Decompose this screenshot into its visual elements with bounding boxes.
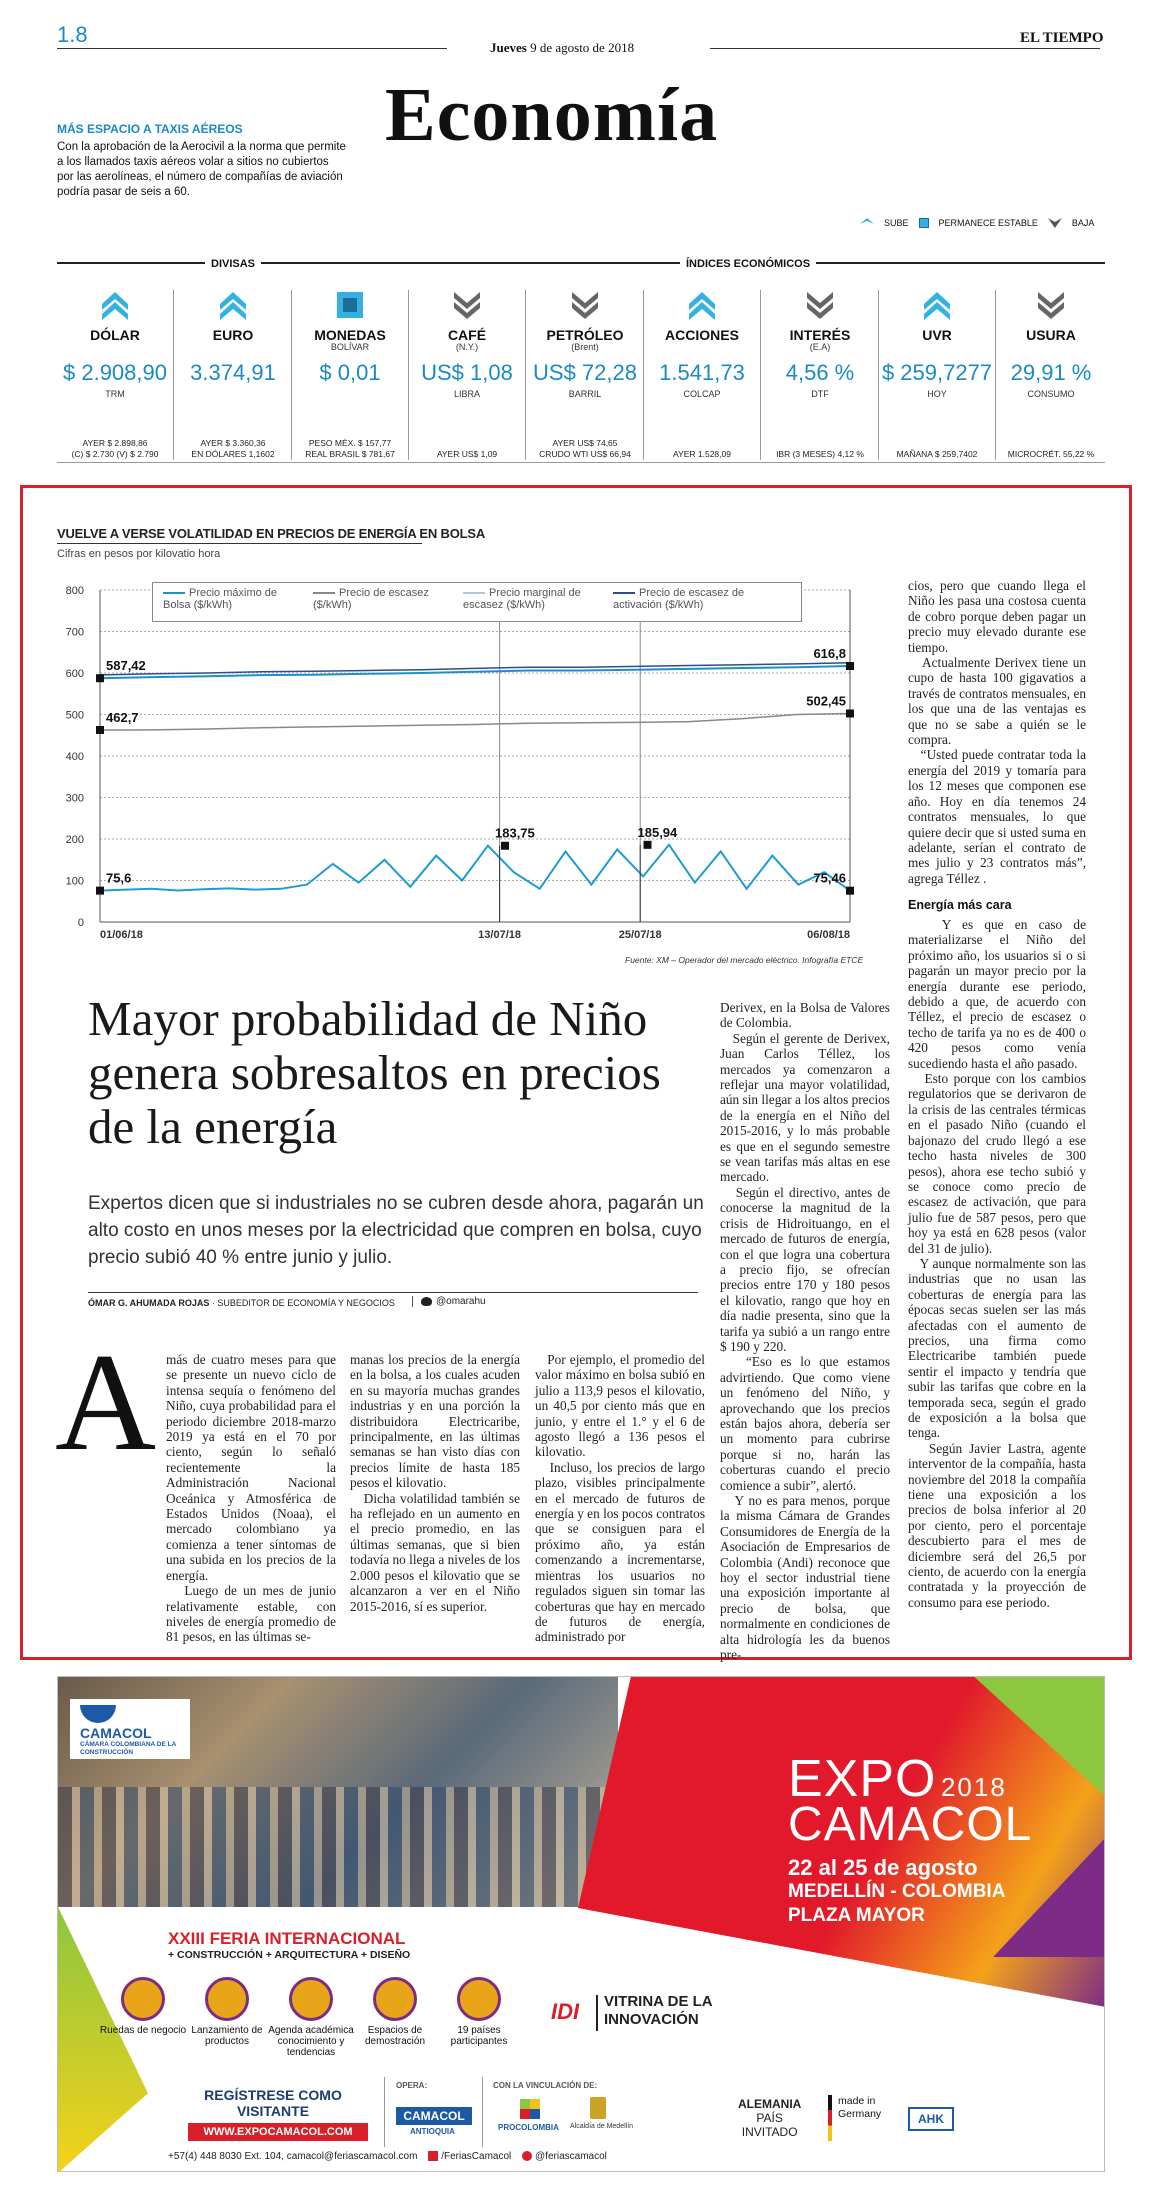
legend-label: Precio máximo de Bolsa ($/kWh) <box>163 587 278 611</box>
ticker-sub <box>57 342 173 353</box>
series-spot-price <box>100 845 850 891</box>
ticker-unit: CONSUMO <box>1027 389 1075 399</box>
drop-cap: A <box>55 1325 157 1480</box>
y-tick-label: 500 <box>65 709 84 722</box>
article-dek: Expertos dicen que si industriales no se cubren desde ahora, pagarán un alto costo en unos meses por la electricidad que compren en bolsa, cuyo precio subió 40 % entre junio y julio. <box>88 1193 704 1268</box>
ticker-name: DÓLAR <box>90 327 140 343</box>
legend-swatch <box>613 592 635 594</box>
opera-logo-sub: ANTIOQUIA <box>410 2127 455 2136</box>
vitrina-text: VITRINA DE LA INNOVACIÓN <box>604 1993 713 2028</box>
feature-icon <box>121 1977 165 2021</box>
legend-label: Precio marginal de escasez ($/kWh) <box>463 587 581 611</box>
x-tick-label: 01/06/18 <box>100 929 143 941</box>
teaser-body: Con la aprobación de la Aerocivil a la norma que permite a los llamados taxis aéreos volar a sitios no cubiertos por las aerolíneas, el número de compañías de aviación podría pasar de seis a 60. <box>57 141 346 198</box>
data-label: 587,42 <box>106 658 146 674</box>
data-label: 183,75 <box>495 825 535 841</box>
data-marker <box>644 841 652 849</box>
twitter-ad-icon <box>522 2151 532 2161</box>
expo-dates: 22 al 25 de agosto <box>788 1855 978 1880</box>
trend-down-icon <box>452 290 482 320</box>
feature-icon <box>457 1977 501 2021</box>
ticker-item-2 <box>292 290 409 460</box>
legend-up: SUBE <box>884 218 909 228</box>
ticker-value: US$ 1,08 <box>421 360 513 385</box>
ticker-value: 1.541,73 <box>659 360 745 385</box>
legend-item-0 <box>163 587 303 611</box>
expo-venue: PLAZA MAYOR <box>788 1905 925 1926</box>
ticker-item-7 <box>879 290 996 460</box>
subhead: Energía más cara <box>908 898 1012 912</box>
twitter-handle[interactable]: @omarahu <box>436 1296 486 1307</box>
feature-icon <box>373 1977 417 2021</box>
energy-price-chart <box>40 570 880 970</box>
camacol-logo-name: CAMACOL <box>80 1725 152 1741</box>
data-marker <box>96 726 104 734</box>
article-headline: Mayor probabilidad de Niño genera sobresaltos en precios de la energía <box>88 991 661 1154</box>
guest-country-name: ALEMANIA <box>738 2097 802 2111</box>
alcaldia-icon <box>590 2097 606 2119</box>
made-in-germany: made in Germany <box>838 2095 882 2120</box>
ticker-sub: (E.A) <box>809 342 831 352</box>
register-text: REGÍSTRESE COMO VISITANTE <box>204 2087 342 2119</box>
opera-label: OPERA: <box>396 2081 428 2090</box>
ad-feature-2 <box>266 1977 356 2058</box>
ticker-item-0 <box>57 290 174 460</box>
feature-label: Lanzamiento de productos <box>191 2025 263 2047</box>
down-legend-icon <box>1048 218 1062 228</box>
expo-word: EXPO <box>788 1750 937 1808</box>
ticker-foot: PESO MÉX. $ 157,77 REAL BRASIL $ 781,67 <box>305 438 395 459</box>
y-tick-label: 800 <box>65 585 84 597</box>
feature-icon <box>205 1977 249 2021</box>
ticker-value: $ 259,7277 <box>881 360 993 385</box>
ad-feature-1 <box>182 1977 272 2047</box>
ticker-item-6 <box>762 290 879 460</box>
ticker-value: $ 2.908,90 <box>63 360 167 385</box>
ticker-unit: LIBRA <box>453 389 480 399</box>
data-marker <box>501 842 509 850</box>
trend-down-icon <box>1036 290 1066 320</box>
ad-feature-0 <box>98 1977 188 2036</box>
opera-logo: CAMACOL <box>396 2107 472 2125</box>
article-col-2: manas los precios de la energía en la bolsa, a los cuales acuden en su mayoría muchas grandes industrias y en una porción la distribuidora Electricaribe, principalmente, en las últimas semanas se han visto días con precios límite de hasta 185 pesos el kilovatio. Dicha volatilidad también se ha reflejado en un aumento en el precio promedio, en las últimas semanas, que si bien todavía no llega a niveles de los 2.000 pesos el kilovatio que se alcanzaron a ver en el Niño 2015-2016, sí es superior. <box>350 1352 520 1614</box>
ticker-name: MONEDAS <box>314 327 386 343</box>
ticker-unit: COLCAP <box>683 389 721 399</box>
ticker-foot: MAÑANA $ 259,7402 <box>896 449 978 459</box>
ticker-value: US$ 72,28 <box>533 360 637 385</box>
legend-down: BAJA <box>1071 218 1095 228</box>
ticker-foot: AYER $ 3.360,36 EN DÓLARES 1,1602 <box>191 438 275 459</box>
ad-feature-4 <box>434 1977 524 2047</box>
legend-item-1 <box>313 587 453 611</box>
ticker-name: CAFÉ <box>447 327 487 343</box>
expo-city: MEDELLÍN - COLOMBIA <box>788 1881 1006 1902</box>
ticker-value: 4,56 % <box>785 360 855 385</box>
register-url[interactable]: WWW.EXPOCAMACOL.COM <box>188 2123 368 2141</box>
facebook-icon <box>428 2151 438 2161</box>
byline: ÓMAR G. AHUMADA ROJAS · SUBEDITOR DE ECONOMÍA Y NEGOCIOS <box>88 1298 395 1308</box>
data-label: 75,6 <box>106 870 132 886</box>
legend-label: Precio de escasez de activación ($/kWh) <box>613 587 745 611</box>
ticker-unit: HOY <box>927 389 947 399</box>
twitter-icon <box>421 1297 432 1306</box>
article-col-3: Por ejemplo, el promedio del valor máximo en bolsa subió en julio a 113,9 pesos el kilovatio, un 40,5 por ciento más que en junio, y entre el 1.° y el 6 de agosto llegó a 136 pesos el kilovatio. Incluso, los precios de largo plazo, visibles principalmente en el mercado de futuros de energía y en los pocos contratos que se consiguen para el próximo año, ya están comenzando a incrementarse, mientras los usuarios no regulados siguen sin tomar las coberturas que hay en mercado de futuros de energía, administrado por <box>535 1352 705 1645</box>
series-scarcity <box>100 714 850 731</box>
ticker-name: UVR <box>922 327 952 343</box>
ticker-foot: MICROCRÉT. 55,22 % <box>1007 449 1095 459</box>
ticker-sub <box>175 342 291 353</box>
date-rest: 9 de agosto de 2018 <box>530 40 635 55</box>
x-tick-label: 25/07/18 <box>618 929 662 941</box>
feria-title: XXIII FERIA INTERNACIONAL <box>168 1929 406 1948</box>
byline-rule <box>88 1292 698 1293</box>
feature-label: Espacios de demostración <box>364 2025 426 2047</box>
y-tick-label: 300 <box>65 792 84 805</box>
chart-legend <box>152 582 802 622</box>
data-marker <box>846 709 854 717</box>
partner-procolombia: PROCOLOMBIA <box>498 2123 559 2132</box>
data-marker <box>846 887 854 895</box>
x-tick-label: 13/07/18 <box>478 929 522 941</box>
expo-year: 2018 <box>940 1772 1007 1802</box>
photo-crowd <box>58 1787 618 1907</box>
data-marker <box>846 662 854 670</box>
trend-down-icon <box>805 290 835 320</box>
guest-country-l3: INVITADO <box>741 2125 798 2139</box>
date-day: Jueves <box>490 40 527 55</box>
issue-date <box>490 40 634 56</box>
legend-swatch <box>313 592 335 594</box>
indices-label: ÍNDICES ECONÓMICOS <box>680 258 816 270</box>
data-label: 462,7 <box>106 709 139 725</box>
data-label: 75,46 <box>813 870 846 886</box>
y-tick-label: 400 <box>65 751 84 763</box>
chart-subtitle: Cifras en pesos por kilovatio hora <box>57 548 221 560</box>
feature-label: 19 países participantes <box>450 2025 508 2047</box>
ahk-logo: AHK <box>908 2107 954 2131</box>
procolombia-icon <box>520 2099 540 2119</box>
ad-feature-3 <box>350 1977 440 2047</box>
trend-legend <box>860 218 1094 228</box>
ticker-item-4 <box>527 290 644 460</box>
ticker-item-8 <box>997 290 1105 460</box>
german-flag-icon <box>828 2095 832 2141</box>
ticker-item-5 <box>644 290 761 460</box>
x-tick-label: 06/08/18 <box>807 929 850 941</box>
legend-item-3 <box>613 587 778 611</box>
chart-source: Fuente: XM – Operador del mercado eléctrico. Infografía ETCE <box>625 955 864 965</box>
trend-up-icon <box>218 290 248 320</box>
y-tick-label: 700 <box>65 626 84 639</box>
camacol-logo-sub: CÁMARA COLOMBIANA DE LA CONSTRUCCIÓN <box>80 1741 177 1756</box>
contact-phone: +57(4) 448 8030 Ext. 104, camacol@feriascamacol.com <box>168 2151 418 2162</box>
byline-author: ÓMAR G. AHUMADA ROJAS <box>88 1298 210 1308</box>
ticker-foot: AYER US$ 1,09 <box>436 449 498 459</box>
ticker-foot: IBR (3 MESES) 4,12 % <box>776 449 864 459</box>
trend-up-icon <box>100 290 130 320</box>
ticker-sub: (Brent) <box>571 342 599 352</box>
ticker-name: USURA <box>1026 327 1076 343</box>
ticker-sub: BOLÍVAR <box>330 342 370 352</box>
guest-country <box>738 2097 801 2139</box>
ticker-value: 3.374,91 <box>190 360 276 385</box>
ticker-foot: AYER US$ 74,65 CRUDO WTI US$ 66,94 <box>539 438 631 459</box>
article-col-4: Derivex, en la Bolsa de Valores de Colombia. Según el gerente de Derivex, Juan Carlos Téllez, los mercados ya comenzaron a reflejar una mayor volatilidad, aún sin llegar a los altos precios de la energía en el Niño del 2015-2016, y lo más probable es que en el segundo semestre se vean tarifas más altas en ese mercado. Según el directivo, antes de conocerse la magnitud de la crisis de Hidroituango, en el mercado de futuros de energía, con el que logra una cobertura a precio fijo, se ofrecían precios entre 170 y 180 pesos el kilovatio, rango que hoy en día nadie presenta, sino que la tarifa ya subió a un rango entre $ 190 y 220. “Eso es lo que estamos advirtiendo. Que como viene un fenómeno del Niño, y aprovechando que los precios están bajos ahora, debería ser un momento para cubrirse porque si no, harán las coberturas cuando el precio comience a subir”, alertó. Y no es para menos, porque la misma Cámara de Grandes Consumidores de Energía de la Asociación de Empresarios de Colombia (Andi) reconoce que hoy el sector industrial tiene una exposición importante al precio de bolsa, que normalmente en condiciones de alta hidrología les da buenos pre- <box>720 1000 890 1663</box>
ad-vdivider-2 <box>482 2077 483 2147</box>
partner-alcaldia: Alcaldía de Medellín <box>570 2123 634 2130</box>
data-marker <box>96 674 104 682</box>
vitrina-divider <box>596 1995 598 2031</box>
data-label: 616,8 <box>813 646 846 662</box>
feature-icon <box>289 1977 333 2021</box>
feria-subtitle: + CONSTRUCCIÓN + ARQUITECTURA + DISEÑO <box>168 1949 411 1961</box>
ticker-foot: AYER 1.528,09 <box>673 449 731 459</box>
article-col-5b: Y es que en caso de materializarse el Niño del próximo año, los usuarios si o si pagarán un mayor precio por la energía durante ese periodo, debido a que, de acuerdo con Téllez, el precio de escasez o techo de tarifa ya no es de 400 o 420 pesos como venía sucediendo hasta el año pasado. Esto porque con los cambios regulatorios que se derivaron de la crisis de las centrales térmicas en el pasado Niño (cuando el bajonazo del crudo llegó a ese techo hasta niveles de 300 pesos), ahora ese techo subió y se conoce como precio de escasez de activación, que para julio fue de 587 pesos, pero que hoy ya está en 628 pesos (valor del 31 de julio). Y aunque normalmente son las industrias que no usan las coberturas de energía para las épocas secas suelen ser las más afectadas con el aumento de precios, una firma como Electricaribe también puede sentir el impacto y tendría que subir las tarifas que cobre en la temporada seca, según el grado de exposición a la bolsa que tenga. Según Javier Lastra, agente interventor de la compañía, hasta noviembre del 2018 la compañía tiene una exposición a los precios de bolsa inferior al 20 por ciento, pero el porcentaje descubierto para el mes de diciembre será del 26,5 por ciento, de acuerdo con la energía contratada y la proyección de consumo para ese periodo. <box>908 917 1086 1610</box>
ad-contact <box>168 2151 607 2162</box>
trend-down-icon <box>570 290 600 320</box>
section-title: Economía <box>385 73 719 157</box>
y-tick-label: 200 <box>65 834 84 846</box>
ticker-bottom-rule <box>57 462 1105 463</box>
header-rule-left <box>57 48 447 49</box>
flat-legend-icon <box>919 218 929 228</box>
legend-flat: PERMANECE ESTABLE <box>938 218 1038 228</box>
twitter-ad-handle: @feriascamacol <box>535 2151 607 2162</box>
ticker-name: ACCIONES <box>665 327 739 343</box>
data-marker <box>96 887 104 895</box>
header-rule-right <box>710 48 1100 49</box>
legend-swatch <box>163 592 185 594</box>
expo-camacol-ad[interactable] <box>57 1676 1105 2172</box>
article-col-1: más de cuatro meses para que se presente un nuevo ciclo de intensa sequía o fenómeno del Niño, cuya probabilidad para el periodo diciembre 2018-marzo 2019 ya está en el 70 por ciento, según lo señaló recientemente la Administración Nacional Oceánica y Atmosférica de Estados Unidos (Noaa), el mercado colombiano ya comienza a tener síntomas de una subida en los precios de la energía. Luego de un mes de junio relativamente estable, con niveles de energía promedio de 81 pesos, en las últimas se- <box>166 1352 336 1645</box>
expo-camacol-word: CAMACOL <box>788 1798 1033 1851</box>
feature-label: Ruedas de negocio <box>99 2025 187 2036</box>
y-tick-label: 0 <box>77 917 84 929</box>
legend-swatch <box>463 592 485 594</box>
trend-up-icon <box>922 290 952 320</box>
ticker-name: PETRÓLEO <box>546 327 624 343</box>
ticker-item-3 <box>409 290 526 460</box>
up-legend-icon <box>860 218 874 228</box>
ticker-unit: TRM <box>105 389 125 399</box>
trend-flat-icon <box>335 290 365 320</box>
ticker-sub <box>879 342 995 353</box>
article-col-5a: cios, pero que cuando llega el Niño les pasa una costosa cuenta de cobro porque deben pagar un precio muy elevado durante ese tiempo. Actualmente Derivex tiene un cupo de hasta 100 gigavatios a través de contratos mensuales, en los que una de las ventajas es que no se sabe a quién se le compra. “Usted puede contratar toda la energía del 2019 y tomaría para los 12 meses que componen ese año. Hoy en día tenemos 24 contratos mensuales, lo que quiere decir que si usted suma en adelante, serían el contrato de mes julio y 23 contratos más”, agrega Téllez . <box>908 578 1086 886</box>
byline-role: SUBEDITOR DE ECONOMÍA Y NEGOCIOS <box>217 1298 395 1308</box>
facebook-handle: /FeriasCamacol <box>441 2151 512 2162</box>
chart-title-rule <box>57 543 422 544</box>
ticker-value: $ 0,01 <box>319 360 381 385</box>
brand-name: EL TIEMPO <box>1020 30 1104 46</box>
ad-vdivider-1 <box>384 2077 385 2147</box>
ticker-unit: DTF <box>811 389 829 399</box>
feature-label: Agenda académica conocimiento y tendencias <box>268 2025 354 2058</box>
teaser-title: MÁS ESPACIO A TAXIS AÉREOS <box>57 122 243 136</box>
divisas-label: DIVISAS <box>205 258 261 270</box>
trend-up-icon <box>687 290 717 320</box>
ticker-name: INTERÉS <box>789 327 851 343</box>
data-label: 502,45 <box>806 693 846 709</box>
ticker-foot: AYER $ 2.898,86 (C) $ 2.730 (V) $ 2.790 <box>71 438 159 459</box>
chart-title: VUELVE A VERSE VOLATILIDAD EN PRECIOS DE ENERGÍA EN BOLSA <box>57 526 486 541</box>
ticker-name: EURO <box>212 327 254 343</box>
ticker-sub <box>997 342 1105 353</box>
y-tick-label: 600 <box>65 668 84 680</box>
legend-label: Precio de escasez ($/kWh) <box>313 587 429 611</box>
ticker-sub: (N.Y.) <box>455 342 479 352</box>
byline-twitter <box>412 1296 486 1307</box>
ticker-item-1 <box>175 290 292 460</box>
vitrina-logo: IDI <box>551 1999 580 2024</box>
data-label: 185,94 <box>637 824 678 840</box>
ticker-value: 29,91 % <box>1010 360 1092 385</box>
ticker-sub <box>644 342 760 353</box>
legend-item-2 <box>463 587 603 611</box>
vinculacion-label: CON LA VINCULACIÓN DE: <box>493 2081 598 2090</box>
ticker-unit: BARRIL <box>568 389 602 399</box>
guest-country-l2: PAÍS <box>756 2111 783 2125</box>
y-tick-label: 100 <box>65 875 84 888</box>
page-number: 1.8 <box>57 22 88 47</box>
